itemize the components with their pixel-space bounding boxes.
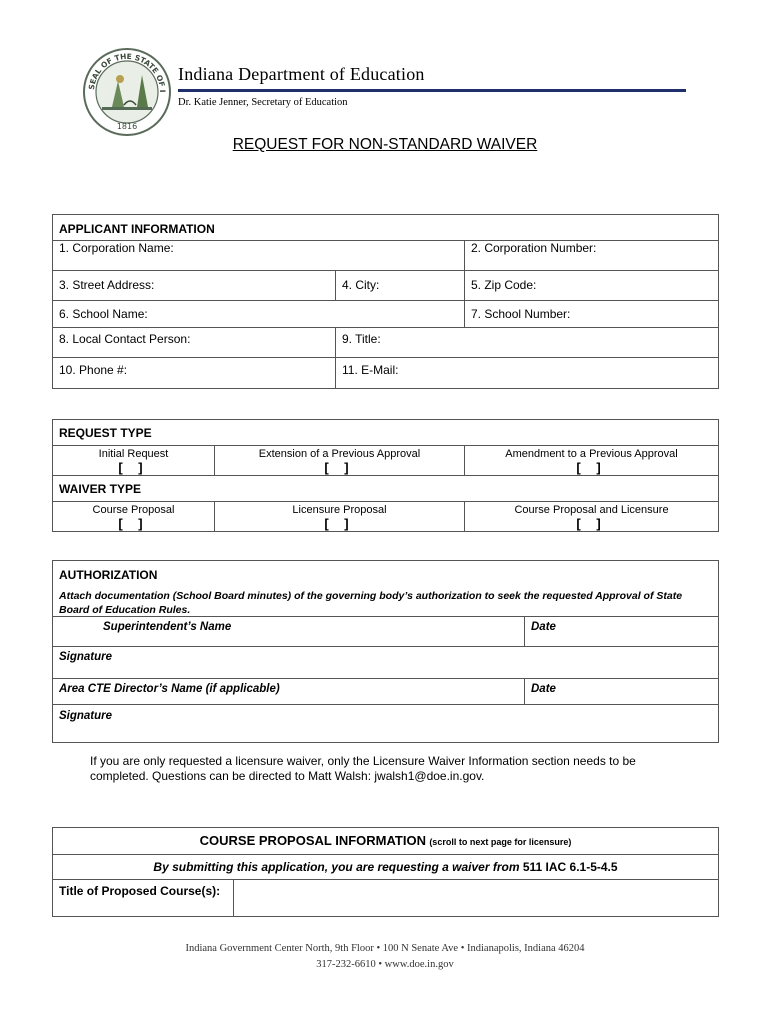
superintendent-signature-field[interactable]: Signature [53, 646, 719, 678]
checkbox-amendment[interactable]: [ ] [576, 460, 607, 475]
state-seal-logo [82, 47, 172, 137]
checkbox-course-proposal[interactable]: [ ] [118, 516, 149, 531]
course-proposal-heading: COURSE PROPOSAL INFORMATION (scroll to next page for licensure) [53, 828, 719, 855]
title-field[interactable]: 9. Title: [336, 328, 719, 358]
cte-director-signature-field[interactable]: Signature [53, 704, 719, 742]
city-field[interactable]: 4. City: [336, 271, 465, 301]
school-name-field[interactable]: 6. School Name: [53, 301, 465, 328]
rule-citation: 511 IAC 6.1-5-4.5 [522, 860, 618, 874]
course-proposal-table [52, 827, 719, 917]
checkbox-initial-request[interactable]: [ ] [118, 460, 149, 475]
email-field[interactable]: 11. E-Mail: [336, 358, 719, 389]
option-initial-request[interactable]: Initial Request [ ] [53, 446, 215, 476]
checkbox-extension[interactable]: [ ] [324, 460, 355, 475]
secretary-name: Dr. Katie Jenner, Secretary of Education [178, 97, 348, 108]
cte-director-date-field[interactable]: Date [525, 678, 719, 704]
request-type-table [52, 419, 719, 532]
checkbox-course-and-licensure[interactable]: [ ] [576, 516, 607, 531]
option-extension[interactable]: Extension of a Previous Approval [ ] [215, 446, 465, 476]
corporation-name-field[interactable]: 1. Corporation Name: [53, 241, 465, 271]
option-course-proposal[interactable]: Course Proposal [ ] [53, 502, 215, 532]
header-rule [178, 89, 686, 92]
option-amendment[interactable]: Amendment to a Previous Approval [ ] [465, 446, 719, 476]
footer-contact: 317-232-6610 • www.doe.in.gov [316, 959, 454, 970]
authorization-heading: AUTHORIZATION [53, 561, 719, 587]
footer-address: Indiana Government Center North, 9th Floor • 100 N Senate Ave • Indianapolis, Indiana 46204 [185, 943, 585, 954]
local-contact-field[interactable]: 8. Local Contact Person: [53, 328, 336, 358]
authorization-table [52, 560, 719, 743]
seal-year: 1816 [116, 122, 138, 131]
waiver-type-heading: WAIVER TYPE [53, 476, 719, 502]
document-title: REQUEST FOR NON-STANDARD WAIVER [232, 136, 538, 153]
corporation-number-field[interactable]: 2. Corporation Number: [465, 241, 719, 271]
svg-text:SEAL OF THE STATE OF INDIANA: SEAL OF THE STATE OF I [87, 51, 168, 93]
applicant-info-table [52, 214, 719, 389]
authorization-instruction: Attach documentation (School Board minutes) of the governing body’s authorization to seek the requested Approval of State Board of Education Rules. [53, 587, 719, 617]
cte-director-name-field[interactable]: Area CTE Director’s Name (if applicable) [53, 678, 525, 704]
course-title-label: Title of Proposed Course(s): [53, 880, 234, 917]
department-name: Indiana Department of Education [178, 64, 425, 84]
superintendent-date-field[interactable]: Date [525, 616, 719, 646]
request-type-heading: REQUEST TYPE [53, 420, 719, 446]
street-address-field[interactable]: 3. Street Address: [53, 271, 336, 301]
applicant-heading: APPLICANT INFORMATION [53, 215, 719, 241]
licensure-note: If you are only requested a licensure waiver, only the Licensure Waiver Information section needs to be completed. Questions can be directed to Matt Walsh: jwalsh1@doe.in.gov. [90, 754, 636, 783]
school-number-field[interactable]: 7. School Number: [465, 301, 719, 328]
option-licensure-proposal[interactable]: Licensure Proposal [ ] [215, 502, 465, 532]
checkbox-licensure-proposal[interactable]: [ ] [324, 516, 355, 531]
page-footer [0, 941, 770, 973]
course-title-input[interactable] [234, 880, 719, 917]
waiver-statement: By submitting this application, you are requesting a waiver from 511 IAC 6.1-5-4.5 [53, 855, 719, 880]
phone-field[interactable]: 10. Phone #: [53, 358, 336, 389]
zip-code-field[interactable]: 5. Zip Code: [465, 271, 719, 301]
superintendent-name-field[interactable]: Superintendent’s Name [53, 616, 525, 646]
option-course-and-licensure[interactable]: Course Proposal and Licensure [ ] [465, 502, 719, 532]
